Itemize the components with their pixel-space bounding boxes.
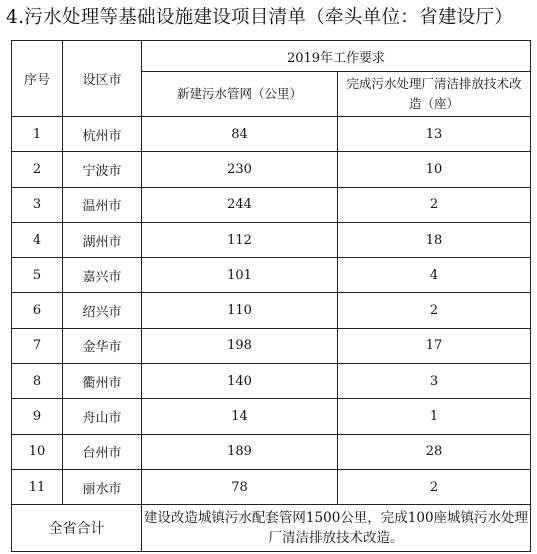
cell-pipe: 112 (142, 222, 338, 257)
cell-seq: 10 (12, 434, 63, 469)
document-title: 4.污水处理等基础设施建设项目清单（牵头单位：省建设厅） (6, 7, 514, 28)
cell-city: 湖州市 (63, 222, 142, 257)
header-pipe: 新建污水管网（公里） (142, 72, 338, 117)
cell-city: 丽水市 (63, 469, 142, 504)
cell-seq: 7 (12, 328, 63, 363)
cell-city: 温州市 (63, 187, 142, 222)
cell-plant: 2 (338, 293, 531, 328)
table-row (12, 187, 531, 222)
cell-pipe: 244 (142, 187, 338, 222)
cell-seq: 6 (12, 293, 63, 328)
cell-pipe: 198 (142, 328, 338, 363)
cell-plant: 2 (338, 469, 531, 504)
cell-pipe: 230 (142, 152, 338, 187)
cell-city: 衢州市 (63, 364, 142, 399)
cell-plant: 17 (338, 328, 531, 363)
cell-seq: 1 (12, 117, 63, 152)
table-row (12, 399, 531, 434)
table-row (12, 258, 531, 293)
cell-seq: 9 (12, 399, 63, 434)
table-row (12, 364, 531, 399)
table-row (12, 434, 531, 469)
cell-plant: 2 (338, 187, 531, 222)
table-body (12, 117, 531, 505)
cell-seq: 8 (12, 364, 63, 399)
cell-seq: 5 (12, 258, 63, 293)
cell-plant: 1 (338, 399, 531, 434)
project-list-table (11, 40, 531, 552)
table-row (12, 222, 531, 257)
cell-city: 杭州市 (63, 117, 142, 152)
cell-pipe: 101 (142, 258, 338, 293)
total-text: 建设改造城镇污水配套管网1500公里，完成100座城镇污水处理厂清洁排放技术改造。 (142, 505, 531, 552)
header-year-requirement: 2019年工作要求 (142, 41, 531, 72)
cell-pipe: 189 (142, 434, 338, 469)
header-row (12, 41, 531, 72)
cell-plant: 10 (338, 152, 531, 187)
cell-plant: 18 (338, 222, 531, 257)
header-seq: 序号 (12, 41, 63, 117)
cell-pipe: 14 (142, 399, 338, 434)
table-row (12, 328, 531, 363)
cell-seq: 2 (12, 152, 63, 187)
cell-plant: 4 (338, 258, 531, 293)
table-row (12, 152, 531, 187)
cell-pipe: 140 (142, 364, 338, 399)
cell-seq: 4 (12, 222, 63, 257)
header-plant: 完成污水处理厂清洁排放技术改造（座） (338, 72, 531, 117)
cell-city: 嘉兴市 (63, 258, 142, 293)
cell-city: 绍兴市 (63, 293, 142, 328)
cell-plant: 13 (338, 117, 531, 152)
cell-city: 宁波市 (63, 152, 142, 187)
table-row (12, 117, 531, 152)
cell-city: 舟山市 (63, 399, 142, 434)
cell-pipe: 110 (142, 293, 338, 328)
table-row (12, 469, 531, 504)
total-row (12, 505, 531, 552)
cell-city: 台州市 (63, 434, 142, 469)
cell-plant: 3 (338, 364, 531, 399)
header-city: 设区市 (63, 41, 142, 117)
cell-plant: 28 (338, 434, 531, 469)
cell-seq: 11 (12, 469, 63, 504)
cell-city: 金华市 (63, 328, 142, 363)
table-row (12, 293, 531, 328)
cell-pipe: 84 (142, 117, 338, 152)
total-label: 全省合计 (12, 505, 142, 552)
cell-pipe: 78 (142, 469, 338, 504)
cell-seq: 3 (12, 187, 63, 222)
